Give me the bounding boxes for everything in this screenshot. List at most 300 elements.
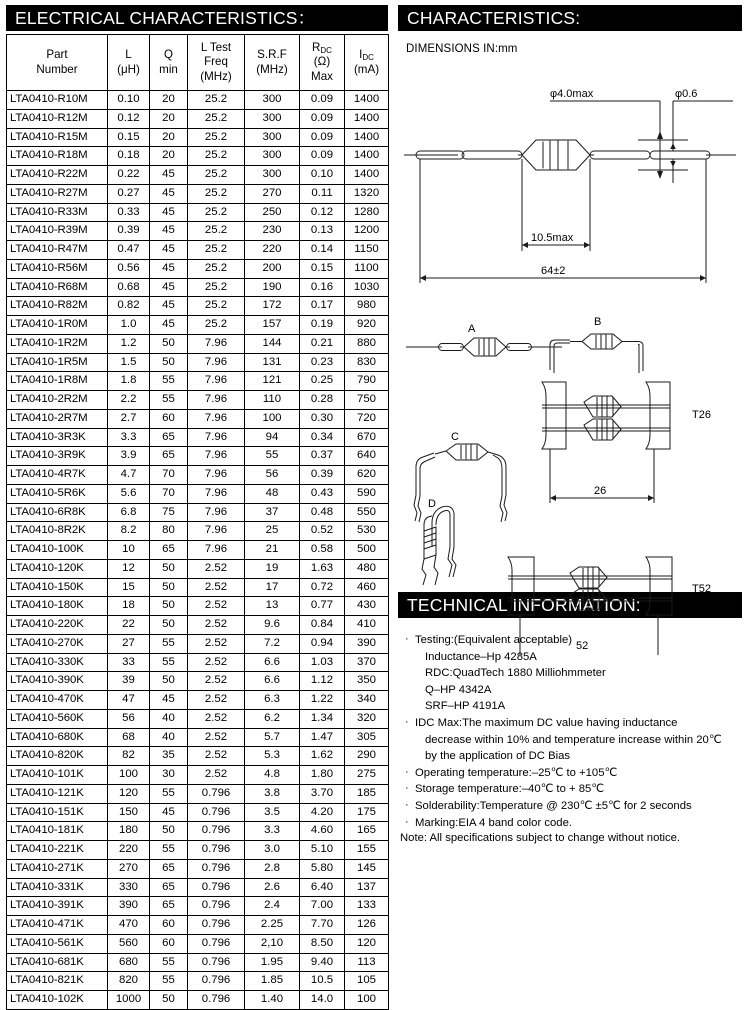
cell-q-min: 50 [150,991,188,1010]
cell-part-number: LTA0410-681K [7,953,108,972]
cell-idc: 275 [345,766,389,785]
table-row [7,653,389,672]
cell-srf: 3.3 [245,822,300,841]
dim-lead-diameter [670,101,733,183]
cell-part-number: LTA0410-561K [7,934,108,953]
header-line: (MHz) [256,62,288,76]
header-line: L [125,48,132,62]
cell-test-freq: 25.2 [188,222,245,241]
cell-q-min: 65 [150,428,188,447]
cell-srf: 7.2 [245,634,300,653]
table-row [7,484,389,503]
tech-item-text: Marking:EIA 4 band color code. [415,816,572,829]
cell-rdc: 10.5 [300,972,345,991]
cell-rdc: 0.94 [300,634,345,653]
cell-test-freq: 7.96 [188,503,245,522]
cell-q-min: 55 [150,784,188,803]
cell-inductance: 39 [108,672,150,691]
cell-part-number: LTA0410-560K [7,709,108,728]
label-overall-length: 64±2 [541,265,566,277]
cell-q-min: 65 [150,878,188,897]
cell-part-number: LTA0410-4R7K [7,466,108,485]
cell-srf: 6.3 [245,691,300,710]
form-c-drawing [414,444,507,522]
table-row [7,128,389,147]
cell-part-number: LTA0410-151K [7,803,108,822]
cell-part-number: LTA0410-1R8M [7,372,108,391]
cell-q-min: 60 [150,409,188,428]
cell-srf: 3.8 [245,784,300,803]
tech-item [404,798,740,815]
cell-q-min: 55 [150,653,188,672]
cell-idc: 620 [345,466,389,485]
bullet-icon: · [405,633,409,645]
cell-srf: 21 [245,541,300,560]
col-header-idc [345,35,389,91]
cell-q-min: 50 [150,822,188,841]
cell-inductance: 0.82 [108,297,150,316]
cell-idc: 830 [345,353,389,372]
cell-test-freq: 2.52 [188,559,245,578]
cell-srf: 2.8 [245,859,300,878]
header-line: Max [311,69,333,83]
table-row [7,297,389,316]
cell-part-number: LTA0410-181K [7,822,108,841]
cell-srf: 17 [245,578,300,597]
cell-srf: 131 [245,353,300,372]
cell-q-min: 55 [150,972,188,991]
cell-rdc: 0.09 [300,128,345,147]
cell-inductance: 12 [108,559,150,578]
cell-test-freq: 7.96 [188,447,245,466]
electrical-characteristics-title: ELECTRICAL CHARACTERISTICS： [6,5,388,31]
cell-srf: 230 [245,222,300,241]
cell-rdc: 0.11 [300,184,345,203]
cell-inductance: 15 [108,578,150,597]
cell-inductance: 0.15 [108,128,150,147]
label-body-length: 10.5max [531,232,574,244]
cell-q-min: 45 [150,278,188,297]
cell-idc: 290 [345,747,389,766]
cell-test-freq: 2.52 [188,653,245,672]
cell-part-number: LTA0410-331K [7,878,108,897]
table-row [7,372,389,391]
cell-part-number: LTA0410-R12M [7,109,108,128]
cell-inductance: 0.22 [108,166,150,185]
label-form-c: C [451,431,459,443]
cell-q-min: 50 [150,616,188,635]
cell-q-min: 45 [150,316,188,335]
cell-srf: 2.6 [245,878,300,897]
table-row [7,784,389,803]
cell-part-number: LTA0410-R68M [7,278,108,297]
bullet-icon: · [405,782,409,795]
cell-rdc: 9.40 [300,953,345,972]
form-a-drawing [406,338,562,356]
cell-rdc: 0.23 [300,353,345,372]
cell-test-freq: 7.96 [188,334,245,353]
cell-srf: 6.6 [245,653,300,672]
cell-srf: 2.25 [245,916,300,935]
cell-test-freq: 7.96 [188,522,245,541]
cell-test-freq: 0.796 [188,803,245,822]
label-lead-diameter: φ0.6 [675,88,698,100]
cell-idc: 1280 [345,203,389,222]
cell-q-min: 80 [150,522,188,541]
cell-test-freq: 0.796 [188,878,245,897]
cell-test-freq: 7.96 [188,353,245,372]
cell-idc: 500 [345,541,389,560]
cell-part-number: LTA0410-100K [7,541,108,560]
cell-rdc: 0.14 [300,241,345,260]
cell-idc: 100 [345,991,389,1010]
cell-test-freq: 25.2 [188,184,245,203]
cell-rdc: 0.17 [300,297,345,316]
cell-q-min: 70 [150,484,188,503]
cell-idc: 1400 [345,91,389,110]
cell-srf: 300 [245,109,300,128]
cell-test-freq: 0.796 [188,859,245,878]
cell-srf: 300 [245,166,300,185]
table-row [7,503,389,522]
label-tape-t52: T52 [692,583,711,595]
cell-inductance: 3.3 [108,428,150,447]
cell-test-freq: 25.2 [188,259,245,278]
table-row [7,841,389,860]
cell-idc: 1320 [345,184,389,203]
cell-test-freq: 0.796 [188,841,245,860]
cell-idc: 155 [345,841,389,860]
cell-inductance: 82 [108,747,150,766]
cell-idc: 430 [345,597,389,616]
cell-part-number: LTA0410-R15M [7,128,108,147]
tech-item-text: Solderability:Temperature @ 230℃ ±5℃ for 2 seconds [415,799,692,812]
table-row [7,447,389,466]
cell-part-number: LTA0410-271K [7,859,108,878]
cell-test-freq: 25.2 [188,91,245,110]
cell-test-freq: 25.2 [188,203,245,222]
cell-test-freq: 2.52 [188,616,245,635]
cell-q-min: 60 [150,934,188,953]
cell-idc: 1400 [345,128,389,147]
col-header-part-number [7,35,108,91]
table-row [7,634,389,653]
tech-item [404,715,740,765]
cell-inductance: 6.8 [108,503,150,522]
cell-q-min: 50 [150,334,188,353]
cell-idc: 590 [345,484,389,503]
cell-srf: 6.6 [245,672,300,691]
cell-srf: 300 [245,128,300,147]
col-header-rdc [300,35,345,91]
table-row [7,916,389,935]
cell-part-number: LTA0410-R47M [7,241,108,260]
cell-idc: 370 [345,653,389,672]
cell-q-min: 45 [150,203,188,222]
cell-q-min: 50 [150,597,188,616]
cell-test-freq: 2.52 [188,766,245,785]
cell-inductance: 330 [108,878,150,897]
form-b-drawing [550,334,643,373]
cell-q-min: 20 [150,147,188,166]
cell-test-freq: 25.2 [188,128,245,147]
tech-item-text: Operating temperature:–25℃ to +105℃ [415,766,618,779]
cell-rdc: 0.09 [300,147,345,166]
bullet-icon: · [405,798,409,811]
label-tape-t26: T26 [692,409,711,421]
cell-inductance: 18 [108,597,150,616]
table-row [7,859,389,878]
cell-rdc: 0.19 [300,316,345,335]
cell-q-min: 50 [150,353,188,372]
cell-part-number: LTA0410-8R2K [7,522,108,541]
cell-test-freq: 25.2 [188,278,245,297]
cell-q-min: 35 [150,747,188,766]
cell-test-freq: 2.52 [188,578,245,597]
header-line: L Test [200,41,232,55]
cell-srf: 172 [245,297,300,316]
cell-test-freq: 2.52 [188,691,245,710]
cell-rdc: 7.70 [300,916,345,935]
cell-rdc: 0.84 [300,616,345,635]
header-line: (mA) [353,62,380,76]
table-row [7,972,389,991]
cell-part-number: LTA0410-1R5M [7,353,108,372]
table-row [7,878,389,897]
cell-inductance: 0.18 [108,147,150,166]
tech-item [404,765,740,782]
label-pitch-52: 52 [576,640,589,652]
cell-inductance: 820 [108,972,150,991]
table-body [7,91,389,1010]
cell-srf: 110 [245,391,300,410]
table-row [7,597,389,616]
cell-idc: 320 [345,709,389,728]
cell-idc: 790 [345,372,389,391]
cell-rdc: 4.20 [300,803,345,822]
tech-item-text: IDC Max:The maximum DC value having inductance [415,716,678,729]
cell-q-min: 75 [150,503,188,522]
cell-inductance: 3.9 [108,447,150,466]
cell-inductance: 0.10 [108,91,150,110]
cell-q-min: 55 [150,841,188,860]
cell-q-min: 65 [150,897,188,916]
cell-idc: 920 [345,316,389,335]
table-row [7,616,389,635]
tech-item-subline: SRF–HP 4191A [425,700,506,713]
table-row [7,316,389,335]
cell-idc: 880 [345,334,389,353]
cell-srf: 200 [245,259,300,278]
cell-idc: 1400 [345,147,389,166]
cell-inductance: 56 [108,709,150,728]
cell-idc: 126 [345,916,389,935]
cell-q-min: 50 [150,559,188,578]
cell-rdc: 1.12 [300,672,345,691]
cell-idc: 145 [345,859,389,878]
cell-q-min: 45 [150,184,188,203]
cell-test-freq: 0.796 [188,953,245,972]
cell-inductance: 5.6 [108,484,150,503]
cell-q-min: 30 [150,766,188,785]
cell-idc: 640 [345,447,389,466]
cell-idc: 1400 [345,109,389,128]
cell-inductance: 8.2 [108,522,150,541]
cell-rdc: 0.43 [300,484,345,503]
cell-srf: 3.0 [245,841,300,860]
tech-item-subline: decrease within 10% and temperature increase within 20℃ [425,733,722,746]
cell-q-min: 20 [150,128,188,147]
cell-part-number: LTA0410-221K [7,841,108,860]
cell-test-freq: 25.2 [188,297,245,316]
tech-item [404,815,740,832]
cell-q-min: 60 [150,916,188,935]
cell-q-min: 40 [150,728,188,747]
table-row [7,709,389,728]
cell-part-number: LTA0410-2R2M [7,391,108,410]
cell-inductance: 2.7 [108,409,150,428]
cell-rdc: 0.37 [300,447,345,466]
table-row [7,184,389,203]
cell-srf: 100 [245,409,300,428]
cell-rdc: 0.48 [300,503,345,522]
table-row [7,559,389,578]
cell-rdc: 14.0 [300,991,345,1010]
cell-srf: 94 [245,428,300,447]
tech-item-subline: RDC:QuadTech 1880 Milliohmmeter [425,667,606,680]
cell-test-freq: 7.96 [188,484,245,503]
cell-test-freq: 7.96 [188,428,245,447]
cell-inductance: 4.7 [108,466,150,485]
cell-inductance: 0.27 [108,184,150,203]
cell-test-freq: 0.796 [188,916,245,935]
cell-test-freq: 0.796 [188,934,245,953]
cell-part-number: LTA0410-470K [7,691,108,710]
cell-inductance: 680 [108,953,150,972]
cell-srf: 190 [245,278,300,297]
bullet-icon: · [405,815,409,828]
cell-srf: 5.7 [245,728,300,747]
table-row [7,897,389,916]
table-row [7,109,389,128]
cell-rdc: 0.10 [300,166,345,185]
cell-q-min: 55 [150,391,188,410]
cell-part-number: LTA0410-R56M [7,259,108,278]
cell-srf: 3.5 [245,803,300,822]
cell-inductance: 47 [108,691,150,710]
cell-srf: 2.4 [245,897,300,916]
table-row [7,222,389,241]
col-header-srf [245,35,300,91]
cell-q-min: 45 [150,297,188,316]
header-line: min [159,62,178,76]
cell-inductance: 180 [108,822,150,841]
header-line: (MHz) [200,69,232,83]
cell-idc: 113 [345,953,389,972]
cell-part-number: LTA0410-101K [7,766,108,785]
cell-idc: 460 [345,578,389,597]
cell-inductance: 0.68 [108,278,150,297]
table-row [7,203,389,222]
cell-test-freq: 25.2 [188,147,245,166]
cell-rdc: 0.13 [300,222,345,241]
tech-item-subline: by the application of DC Bias [425,750,571,763]
cell-inductance: 560 [108,934,150,953]
header-line-rdc: RDC [312,41,332,56]
cell-part-number: LTA0410-471K [7,916,108,935]
cell-part-number: LTA0410-270K [7,634,108,653]
col-header-inductance [108,35,150,91]
cell-rdc: 0.25 [300,372,345,391]
cell-idc: 340 [345,691,389,710]
cell-idc: 1100 [345,259,389,278]
cell-part-number: LTA0410-3R9K [7,447,108,466]
cell-part-number: LTA0410-R27M [7,184,108,203]
cell-idc: 1400 [345,166,389,185]
cell-inductance: 100 [108,766,150,785]
cell-srf: 220 [245,241,300,260]
cell-idc: 980 [345,297,389,316]
cell-srf: 9.6 [245,616,300,635]
cell-q-min: 45 [150,259,188,278]
cell-idc: 165 [345,822,389,841]
cell-inductance: 1.8 [108,372,150,391]
cell-idc: 137 [345,878,389,897]
cell-inductance: 220 [108,841,150,860]
cell-rdc: 8.50 [300,934,345,953]
cell-srf: 55 [245,447,300,466]
table-row [7,541,389,560]
table-header [7,35,389,91]
cell-idc: 530 [345,522,389,541]
cell-srf: 121 [245,372,300,391]
table-row [7,334,389,353]
table-row [7,991,389,1010]
cell-rdc: 6.40 [300,878,345,897]
cell-rdc: 1.80 [300,766,345,785]
cell-inductance: 390 [108,897,150,916]
cell-idc: 480 [345,559,389,578]
label-form-d: D [428,498,436,510]
cell-test-freq: 7.96 [188,391,245,410]
cell-inductance: 0.56 [108,259,150,278]
cell-rdc: 0.28 [300,391,345,410]
cell-q-min: 55 [150,953,188,972]
header-line: Number [36,62,78,76]
tech-item-subline: Q–HP 4342A [425,683,492,696]
bullet-icon: · [405,715,409,728]
cell-test-freq: 0.796 [188,991,245,1010]
table-row [7,803,389,822]
specifications-note: Note: All specifications subject to change without notice. [400,832,681,845]
cell-q-min: 45 [150,691,188,710]
dimensions-unit-label: DIMENSIONS IN:mm [406,43,518,55]
cell-inductance: 0.39 [108,222,150,241]
cell-test-freq: 25.2 [188,316,245,335]
header-line: (Ω) [313,55,331,69]
characteristics-panel [394,0,750,926]
cell-test-freq: 2.52 [188,597,245,616]
cell-rdc: 1.03 [300,653,345,672]
cell-inductance: 120 [108,784,150,803]
cell-rdc: 1.34 [300,709,345,728]
characteristics-title: CHARACTERISTICS: [398,5,742,31]
cell-srf: 144 [245,334,300,353]
cell-rdc: 0.34 [300,428,345,447]
cell-rdc: 1.63 [300,559,345,578]
cell-test-freq: 0.796 [188,822,245,841]
cell-inductance: 2.2 [108,391,150,410]
